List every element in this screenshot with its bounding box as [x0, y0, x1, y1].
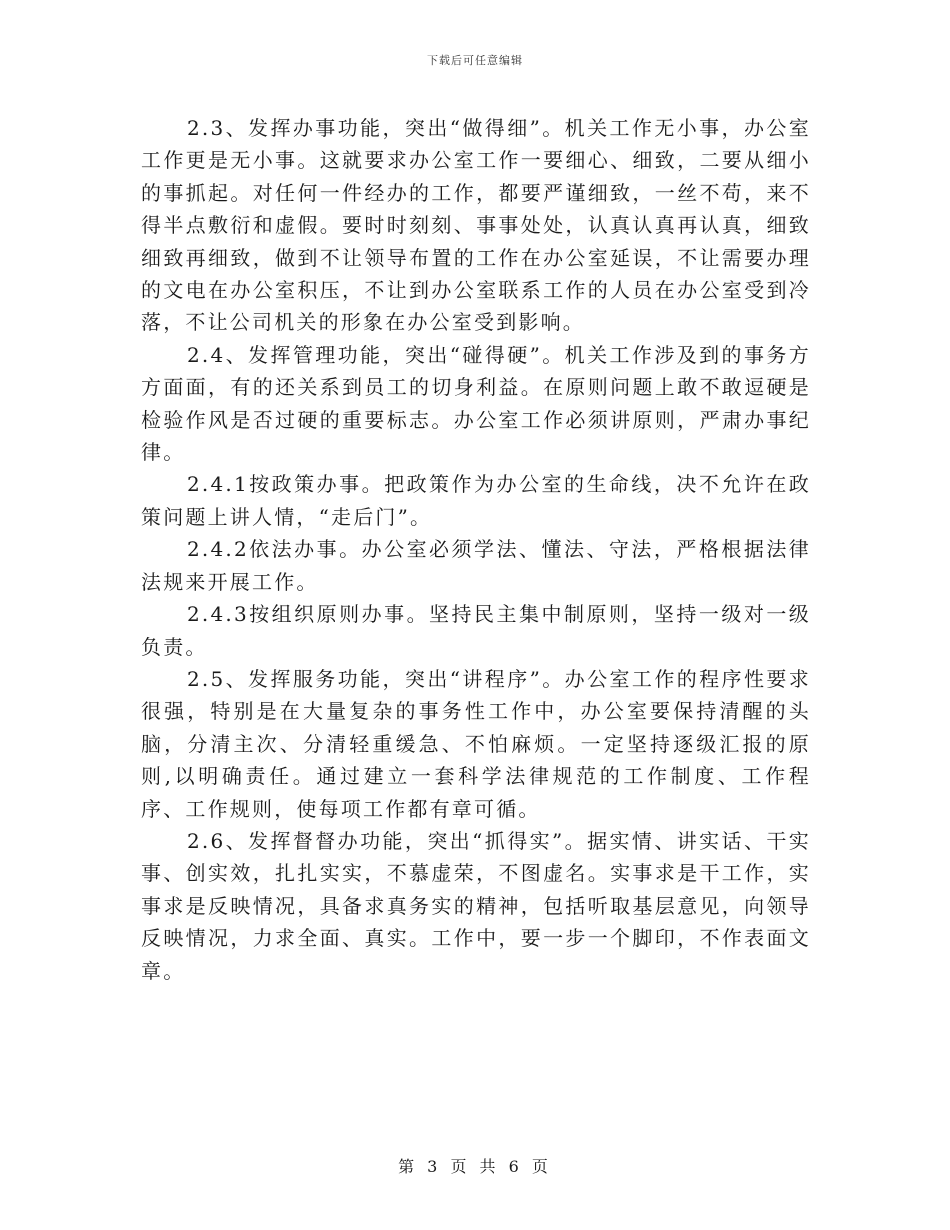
paragraph-2-5: 2.5、发挥服务功能，突出“讲程序”。办公室工作的程序性要求很强，特别是在大量复杂的事务性工作中，办公室要保持清醒的头脑，分清主次、分清轻重缓急、不怕麻烦。一定坚持逐级汇报的原则,以明确责任。通过建立一套科学法律规范的工作制度、工作程序、工作规则，使每项工作都有章可循。 — [141, 666, 811, 821]
paragraph-2-4-1: 2.4.1按政策办事。把政策作为办公室的生命线，决不允许在政策问题上讲人情，“走后门”。 — [141, 472, 811, 529]
document-body — [141, 112, 811, 987]
paragraph-2-4-3: 2.4.3按组织原则办事。坚持民主集中制原则，坚持一级对一级负责。 — [141, 602, 811, 659]
paragraph-2-4-2: 2.4.2依法办事。办公室必须学法、懂法、守法，严格根据法律法规来开展工作。 — [141, 537, 811, 594]
paragraph-2-3: 2.3、发挥办事功能，突出“做得细”。机关工作无小事，办公室工作更是无小事。这就要求办公室工作一要细心、细致，二要从细小的事抓起。对任何一件经办的工作，都要严谨细致，一丝不苟，来不得半点敷衍和虚假。要时时刻刻、事事处处，认真认真再认真，细致细致再细致，做到不让领导布置的工作在办公室延误，不让需要办理的文电在办公室积压，不让到办公室联系工作的人员在办公室受到冷落，不让公司机关的形象在办公室受到影响。 — [141, 116, 811, 335]
page-number: 第 3 页 共 6 页 — [398, 1157, 552, 1176]
page-header: 下载后可任意编辑 — [427, 54, 523, 67]
paragraph-2-4: 2.4、发挥管理功能，突出“碰得硬”。机关工作涉及到的事务方方面面，有的还关系到员工的切身利益。在原则问题上敢不敢逗硬是检验作风是否过硬的重要标志。办公室工作必须讲原则，严肃办事纪律。 — [141, 342, 811, 465]
paragraph-2-6: 2.6、发挥督督办功能，突出“抓得实”。据实情、讲实话、干实事、创实效，扎扎实实，不慕虚荣，不图虚名。实事求是干工作，实事求是反映情况，具备求真务实的精神，包括听取基层意见，向领导反映情况，力求全面、真实。工作中，要一步一个脚印，不作表面文章。 — [141, 828, 811, 983]
